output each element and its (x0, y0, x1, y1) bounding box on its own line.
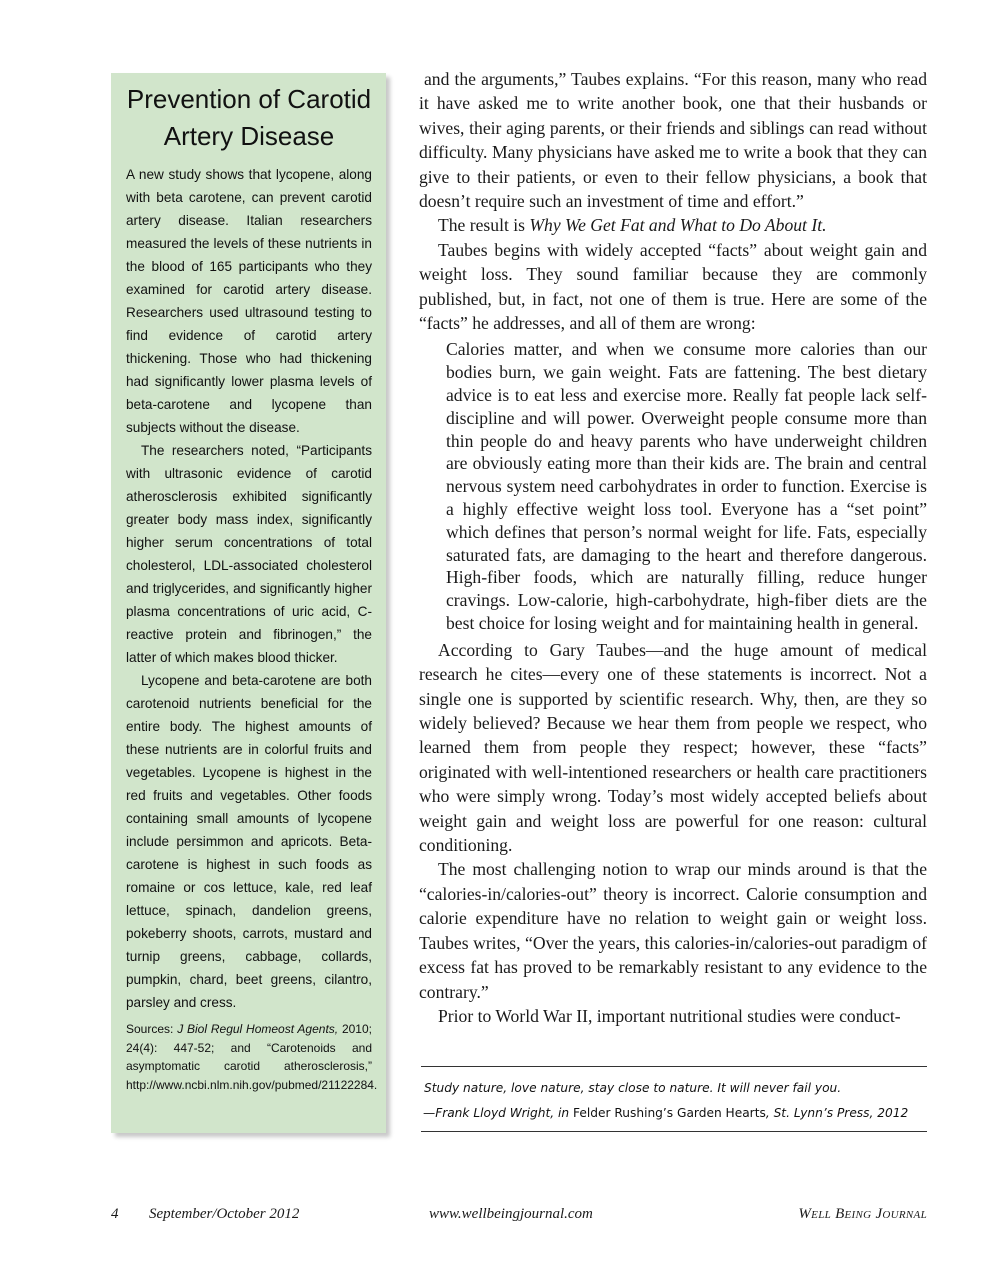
quote-publisher: , St. Lynn’s Press, 2012 (765, 1106, 909, 1120)
website-link[interactable]: www.wellbeingjournal.com (429, 1206, 593, 1222)
sidebar-sources (126, 1020, 378, 1094)
sidebar-box (111, 73, 386, 1133)
body-paragraph: and the arguments,” Taubes explains. “For this reason, many who read it have asked me to write another book, one that their husbands or wives, their aging parents, or their friends and siblings can read without difficulty. Many physicians have asked me to write a book that they can give to their patients, or even to their fellow physicians, a book that doesn’t require such an investment of time and effort.” (419, 69, 927, 212)
sidebar-paragraph: The researchers noted, “Participants with ultrasonic evidence of carotid atherosclerosis exhibited significantly greater body mass index, significantly higher serum concentrations of total cholesterol, LDL-associated cholesterol and triglycerides, and significantly higher plasma concentrations of uric acid, C-reactive protein and fibrinogen,” the latter of which makes blood thicker. (126, 443, 372, 665)
quote-text: Study nature, love nature, stay close to nature. It will never fail you. (424, 1081, 842, 1095)
body-paragraph: The most challenging notion to wrap our minds around is that the “calories-in/calories-out” theory is incorrect. Calorie consumption and calorie expenditure have no relation to weight gain or weight loss. Taubes writes, “Over the years, this calories-in/calories-out paradigm of excess fat has proved to be remarkably resistant to any evidence to the contrary.” (419, 859, 927, 1002)
sources-label: Sources: (126, 1022, 178, 1036)
sidebar-paragraph: Lycopene and beta-carotene are both carotenoid nutrients beneficial for the entire body. The highest amounts of these nutrients are in colorful fruits and vegetables. Lycopene is highest in the red fruits and vegetables. Other foods containing small amounts of lycopene include persimmon and apricots. Beta-carotene is highest in such foods as romaine or cos lettuce, kale, red leaf lettuce, spinach, dandelion greens, pokeberry shoots, carrots, mustard and turnip greens, cabbage, collards, pumpkin, chard, beet greens, cilantro, parsley and cress. (126, 673, 372, 1010)
body-paragraph: According to Gary Taubes—and the huge amount of medical research he cites—every one of these statements is incorrect. Not a single one is supported by scientific research. Why, then, are they so widely believed? Because we hear them from people we respect, who learned them from people they respect; however, these “facts” originated with well-intentioned researchers or health care practitioners who were simply wrong. Today’s most widely accepted beliefs about weight gain and weight loss are powerful for one reason: cultural conditioning. (419, 639, 927, 856)
book-title: Why We Get Fat and What to Do About It. (529, 215, 827, 236)
result-lead: The result is (438, 215, 530, 236)
page-footer (0, 1206, 985, 1226)
sidebar-paragraph: A new study shows that lycopene, along with beta carotene, can prevent carotid artery disease. Italian researchers measured the levels of these nutrients in the blood of 165 participants who they examined for carotid artery disease. Researchers used ultrasound testing to find evidence of carotid artery thickening. Those who had thickening had significantly lower plasma levels of beta-carotene and lycopene than subjects without the disease. (126, 167, 372, 435)
magazine-name: Well Being Journal (798, 1206, 927, 1222)
main-column (419, 67, 927, 1028)
facts-blockquote: Calories matter, and when we consume more calories than our bodies burn, we gain weight. Fats are fattening. The best dietary advice is to eat less and exercise more. Really fat people lack self-discipline and will power. Overweight people consume more than thin people do and heavy parents who have underweight children are obviously eating more than their kids are. The brain and central nervous system need carbohydrates in order to function. Exercise is a highly effective weight loss tool. Everyone has a “set point” which defines that person’s normal weight for life. Fats, especially saturated fats, are damaging to the heart and therefore dangerous. High-fiber foods, which are naturally filling, reduce hunger cravings. Low-calorie, high-carbohydrate, high-fiber diets are the best choice for losing weight and for maintaining health in general. (446, 339, 927, 634)
sources-journal: J Biol Regul Homeost Agents, (177, 1022, 339, 1036)
pull-quote (421, 1066, 927, 1132)
issue-date: September/October 2012 (149, 1206, 300, 1222)
body-paragraph: Taubes begins with widely accepted “facts” about weight gain and weight loss. They sound familiar because they are commonly published, but, in fact, not one of them is true. Here are some of the “facts” he addresses, and all of them are wrong: (419, 239, 927, 334)
sidebar-title: Prevention of Carotid Artery Disease (126, 84, 372, 151)
page-number: 4 (111, 1206, 119, 1222)
quote-attribution (423, 1104, 927, 1122)
sources-rest: 2010; 24(4): 447-52; and “Carotenoids and asymptomatic carotid atherosclerosis,” http://www.ncbi.nlm.nih.gov/pubmed/21122284. (126, 1022, 378, 1092)
body-paragraph: Prior to World War II, important nutritional studies were conduct- (438, 1005, 901, 1026)
quote-author: —Frank Lloyd Wright, in (423, 1106, 570, 1120)
quote-book: Felder Rushing’s Garden Hearts (569, 1106, 766, 1120)
body-paragraph (419, 213, 927, 237)
